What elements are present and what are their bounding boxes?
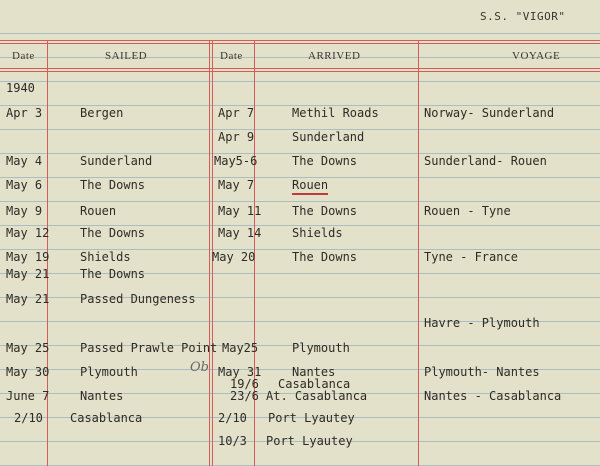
row-sailed-date: May 19 bbox=[6, 250, 50, 264]
row-arrived-date: Apr 9 bbox=[218, 130, 255, 144]
row-sailed-date: May 4 bbox=[6, 154, 43, 168]
header-bottom-rule bbox=[0, 68, 600, 69]
header-top-rule bbox=[0, 40, 600, 41]
row-arrived-date: Apr 7 bbox=[218, 106, 255, 120]
row-arrived-port: Shields bbox=[292, 226, 343, 240]
row-voyage: Havre - Plymouth bbox=[424, 316, 540, 330]
column-rule-4 bbox=[418, 40, 419, 466]
row-arrived-date: May 20 bbox=[212, 250, 256, 264]
year-label: 1940 bbox=[6, 81, 35, 95]
row-sailed-date: May 12 bbox=[6, 226, 50, 240]
row-voyage: Rouen - Tyne bbox=[424, 204, 511, 218]
header-date-sailed: Date bbox=[12, 50, 35, 62]
row-arrived-date: May5-6 bbox=[214, 154, 258, 168]
row-arrived-port: Casablanca bbox=[278, 377, 351, 391]
row-arrived-port: The Downs bbox=[292, 204, 358, 218]
row-voyage: Norway- Sunderland bbox=[424, 106, 555, 120]
header-sailed: SAILED bbox=[105, 50, 148, 62]
row-arrived-port: Sunderland bbox=[292, 130, 365, 144]
row-sailed-date: May 25 bbox=[6, 341, 50, 355]
row-sailed-port: Bergen bbox=[80, 106, 124, 120]
underlined-text: Rouen bbox=[292, 178, 328, 195]
row-arrived-date: 2/10 bbox=[218, 411, 247, 425]
row-voyage: Tyne - France bbox=[424, 250, 518, 264]
row-sailed-port: Rouen bbox=[80, 204, 117, 218]
row-sailed-date: 2/10 bbox=[14, 411, 43, 425]
row-arrived-port: At. Casablanca bbox=[266, 389, 368, 403]
row-sailed-port: Passed Dungeness bbox=[80, 292, 196, 306]
header-top-rule-double bbox=[0, 43, 600, 44]
row-arrived-date: 19/6 bbox=[230, 377, 259, 391]
row-arrived-date: May25 bbox=[222, 341, 259, 355]
row-sailed-port: Plymouth bbox=[80, 365, 138, 379]
row-arrived-port: Nantes bbox=[292, 365, 336, 379]
row-arrived-port: Port Lyautey bbox=[266, 434, 353, 448]
row-sailed-port: The Downs bbox=[80, 226, 146, 240]
row-arrived-port: The Downs bbox=[292, 250, 358, 264]
row-arrived-port: Methil Roads bbox=[292, 106, 379, 120]
row-arrived-port: The Downs bbox=[292, 154, 358, 168]
row-arrived-date: May 7 bbox=[218, 178, 255, 192]
row-sailed-port: Shields bbox=[80, 250, 131, 264]
row-sailed-port: Nantes bbox=[80, 389, 124, 403]
row-arrived-date: May 11 bbox=[218, 204, 262, 218]
row-sailed-date: May 9 bbox=[6, 204, 43, 218]
row-sailed-date: May 30 bbox=[6, 365, 50, 379]
header-bottom-rule-double bbox=[0, 71, 600, 72]
row-arrived-port: Plymouth bbox=[292, 341, 350, 355]
row-voyage: Nantes - Casablanca bbox=[424, 389, 562, 403]
header-date-arrived: Date bbox=[220, 50, 243, 62]
row-arrived-port: Port Lyautey bbox=[268, 411, 355, 425]
row-arrived-date: 10/3 bbox=[218, 434, 247, 448]
ship-label: S.S. "VIGOR" bbox=[480, 10, 566, 23]
row-voyage: Sunderland- Rouen bbox=[424, 154, 547, 168]
header-voyage: VOYAGE bbox=[512, 50, 561, 62]
row-sailed-port: Sunderland bbox=[80, 154, 153, 168]
row-voyage: Plymouth- Nantes bbox=[424, 365, 540, 379]
row-sailed-port: The Downs bbox=[80, 178, 146, 192]
row-sailed-date: June 7 bbox=[6, 389, 50, 403]
row-arrived-port bbox=[292, 178, 328, 192]
row-sailed-port: Casablanca bbox=[70, 411, 143, 425]
column-rule-2 bbox=[209, 40, 210, 466]
row-sailed-port: Passed Prawle Point bbox=[80, 341, 218, 355]
row-sailed-date: May 6 bbox=[6, 178, 43, 192]
row-sailed-date: May 21 bbox=[6, 292, 50, 306]
header-arrived: ARRIVED bbox=[308, 50, 361, 62]
row-arrived-date: May 14 bbox=[218, 226, 262, 240]
row-sailed-date: May 21 bbox=[6, 267, 50, 281]
row-sailed-port: The Downs bbox=[80, 267, 146, 281]
row-sailed-date: Apr 3 bbox=[6, 106, 43, 120]
row-arrived-date: May 31 bbox=[218, 365, 262, 379]
handwritten-mark: Ob bbox=[190, 360, 209, 375]
row-arrived-date: 23/6 bbox=[230, 389, 259, 403]
